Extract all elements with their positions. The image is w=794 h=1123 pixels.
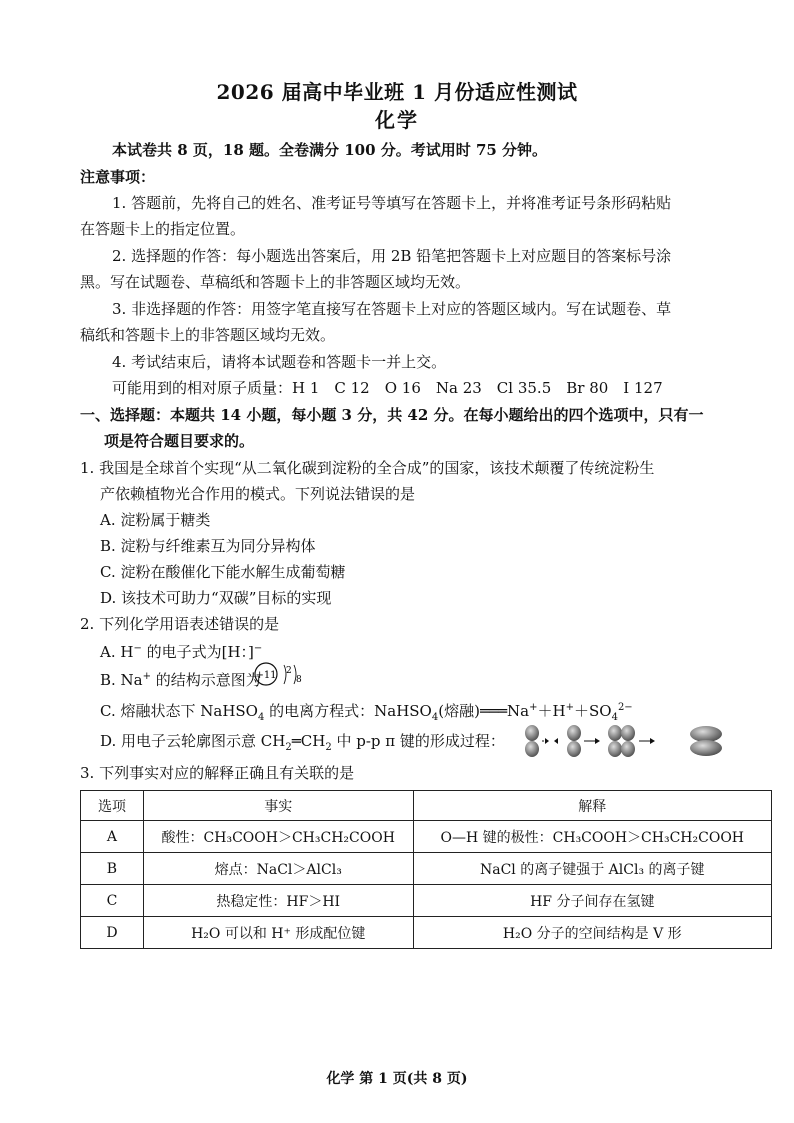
q3-row-option: D (81, 917, 144, 949)
q2-c-sub2: 4 (431, 712, 439, 723)
pi-bond-bottom-lobe (690, 740, 722, 756)
q2-b-text: 的结构示意图为 (151, 671, 261, 689)
q2-d-text1: D. 用电子云轮廓图示意 CH (100, 732, 286, 750)
table-row (81, 853, 772, 885)
notice-item-1a: 1. 答题前，先将自己的姓名、准考证号等填写在答题卡上，并将准考证号条形码粘贴 (112, 194, 672, 212)
overlap-orbital-b-bottom (621, 741, 635, 757)
arrow-right-icon (545, 738, 549, 744)
q3-row-reason: H₂O 分子的空间结构是 V 形 (413, 917, 771, 949)
shell-1-count: 2 (286, 666, 292, 676)
overlap-orbital-b-top (621, 725, 635, 741)
shell-2-count: 8 (296, 675, 302, 685)
section1-heading-line2: 项是符合题目要求的。 (104, 432, 255, 450)
q3-row-reason: O—H 键的极性：CH₃COOH＞CH₃CH₂COOH (413, 821, 771, 853)
q2-b-prefix: B. Na (100, 671, 143, 689)
q3-header-reason: 解释 (413, 791, 771, 821)
q2-c-sub1: 4 (257, 712, 265, 723)
q3-row-reason: HF 分子间存在氢键 (413, 885, 771, 917)
exam-title: 2026 届高中毕业班 1 月份适应性测试 (216, 80, 578, 104)
overlap-orbital-a-top (608, 725, 622, 741)
na-ion-structure-diagram (254, 659, 284, 691)
q2-a-sup: − (133, 643, 142, 654)
exam-info: 本试卷共 8 页，18 题。全卷满分 100 分。考试用时 75 分钟。 (112, 141, 548, 159)
q2-a-prefix: A. H (100, 643, 134, 661)
nucleus-charge: +11 (255, 670, 277, 681)
pi-bond-orbital-diagram (518, 723, 726, 759)
q3-table (80, 790, 772, 949)
atomic-masses: 可能用到的相对原子质量：H 1 C 12 O 16 Na 23 Cl 35.5 Br 80 I 127 (112, 379, 663, 397)
q2-c-sup1: + (529, 702, 538, 713)
q3-row-option: A (81, 821, 144, 853)
notice-item-3b: 稿纸和答题卡上的非答题区域均无效。 (80, 326, 336, 344)
q3-table-header-row (81, 791, 772, 821)
q2-c-text5: ＋SO (573, 702, 612, 720)
q3-row-fact: 酸性：CH₃COOH＞CH₃CH₂COOH (143, 821, 413, 853)
p-orbital-1-top-lobe (525, 725, 539, 741)
notice-item-2b: 黑。写在试题卷、草稿纸和答题卡上的非答题区域均无效。 (80, 273, 471, 291)
q2-a-mid: 的电子式为[H：] (141, 643, 254, 661)
q2-c-sup3: 2− (617, 702, 633, 713)
q2-d-text3: 中 p-p π 键的形成过程： (331, 732, 505, 750)
q2-b-sup: + (142, 671, 152, 682)
table-row (81, 885, 772, 917)
q2-c-text1: C. 熔融状态下 NaHSO (100, 702, 258, 720)
q3-header-fact: 事实 (143, 791, 413, 821)
q3-header-option: 选项 (81, 791, 144, 821)
q2-c-text2: 的电离方程式：NaHSO (264, 702, 432, 720)
p-orbital-2-bottom-lobe (567, 741, 581, 757)
q2-c-sub3: 4 (611, 712, 618, 723)
notice-item-2a: 2. 选择题的作答：每小题选出答案后，用 2B 铅笔把答题卡上对应题目的答案标号涂 (112, 247, 672, 265)
q3-row-fact: 热稳定性：HF＞HI (143, 885, 413, 917)
arrow-head-icon-1 (595, 738, 600, 744)
q3-row-option: C (81, 885, 144, 917)
q2-option-b (100, 666, 261, 691)
q2-stem: 2. 下列化学用语表述错误的是 (80, 615, 280, 633)
q1-stem-line2: 产依赖植物光合作用的模式。下列说法错误的是 (100, 485, 416, 503)
exam-subject: 化学 (375, 108, 419, 132)
q2-d-text2: ═CH (291, 732, 326, 750)
q2-c-text3: (熔融)═══Na (438, 702, 530, 720)
q3-row-option: B (81, 853, 144, 885)
q2-option-a (100, 638, 262, 663)
q1-option-b: B. 淀粉与纤维素互为同分异构体 (100, 537, 316, 555)
p-orbital-1-bottom-lobe (525, 741, 539, 757)
notice-item-3a: 3. 非选择题的作答：用签字笔直接写在答题卡上对应的答题区域内。写在试题卷、草 (112, 300, 672, 318)
section1-heading-line1: 一、选择题：本题共 14 小题，每小题 3 分，共 42 分。在每小题给出的四个选项中，只有一 (80, 406, 704, 424)
q2-a-sup2: − (253, 643, 263, 654)
q2-option-d (100, 730, 505, 759)
electron-shells (281, 659, 307, 691)
q2-c-sup2: + (565, 702, 574, 713)
q1-option-a: A. 淀粉属于糖类 (100, 511, 211, 529)
notice-item-1b: 在答题卡上的指定位置。 (80, 220, 246, 238)
p-orbital-2-top-lobe (567, 725, 581, 741)
q1-option-c: C. 淀粉在酸催化下能水解生成葡萄糖 (100, 563, 346, 581)
q1-option-d: D. 该技术可助力“双碳”目标的实现 (100, 589, 332, 607)
q2-d-sub2: 2 (325, 742, 332, 753)
q3-stem: 3. 下列事实对应的解释正确且有关联的是 (80, 764, 355, 782)
q3-row-fact: 熔点：NaCl＞AlCl₃ (143, 853, 413, 885)
table-row (81, 821, 772, 853)
q3-row-fact: H₂O 可以和 H⁺ 形成配位键 (143, 917, 413, 949)
pi-bond-top-lobe (690, 726, 722, 742)
arrow-head-icon-2 (650, 738, 655, 744)
arrow-left-icon (554, 738, 558, 744)
notice-item-4: 4. 考试结束后，请将本试题卷和答题卡一并上交。 (112, 353, 447, 371)
q2-c-text4: ＋H (537, 702, 566, 720)
table-row (81, 917, 772, 949)
page-footer: 化学 第 1 页(共 8 页) (326, 1071, 468, 1087)
notice-heading: 注意事项： (80, 168, 156, 186)
q1-stem-line1: 1. 我国是全球首个实现“从二氧化碳到淀粉的全合成”的国家，该技术颠覆了传统淀粉生 (80, 459, 655, 477)
q2-d-sub1: 2 (285, 742, 292, 753)
q3-row-reason: NaCl 的离子键强于 AlCl₃ 的离子键 (413, 853, 771, 885)
overlap-orbital-a-bottom (608, 741, 622, 757)
